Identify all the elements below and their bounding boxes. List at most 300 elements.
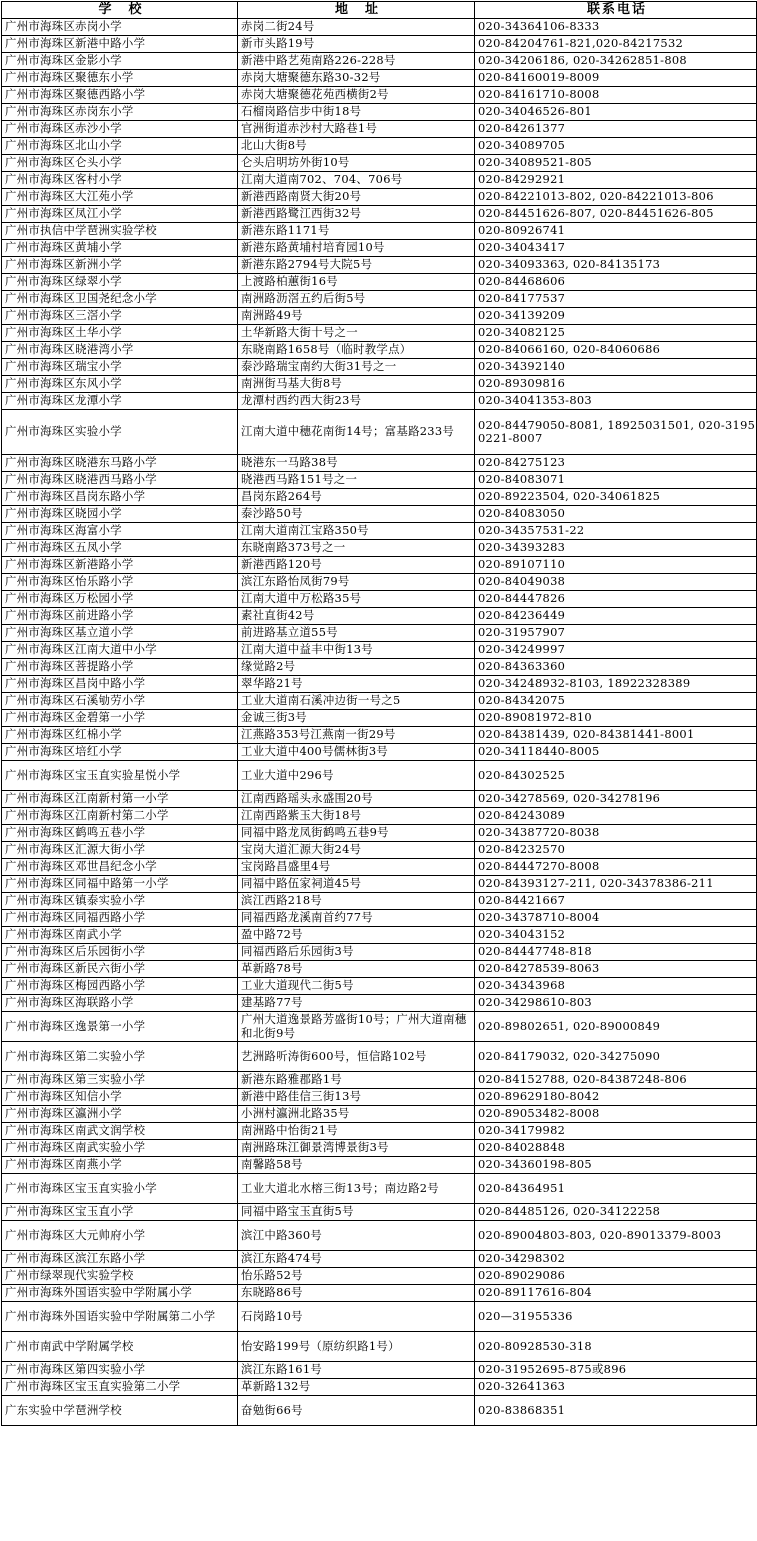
school-name-cell: 广州市海珠区北山小学	[2, 138, 238, 155]
table-row	[2, 859, 757, 876]
table-row	[2, 659, 757, 676]
table-row	[2, 104, 757, 121]
table-row	[2, 36, 757, 53]
address-cell: 新港西路鹭江西街32号	[238, 206, 475, 223]
address-cell: 工业大道北水榕三街13号；南边路2号	[238, 1174, 475, 1204]
address-cell: 怡安路199号（原纺织路1号）	[238, 1332, 475, 1362]
address-cell: 新港西路120号	[238, 557, 475, 574]
phone-cell: 020-84447748-818	[475, 944, 757, 961]
phone-cell: 020-84393127-211, 020-34378386-211	[475, 876, 757, 893]
table-row	[2, 1042, 757, 1072]
address-cell: 怡乐路52号	[238, 1268, 475, 1285]
school-name-cell: 广州市海珠区石溪劬劳小学	[2, 693, 238, 710]
address-cell: 同福中路伍家祠道45号	[238, 876, 475, 893]
phone-cell: 020-84381439, 020-84381441-8001	[475, 727, 757, 744]
address-cell: 南洲路49号	[238, 308, 475, 325]
table-row	[2, 893, 757, 910]
header-school: 学 校	[2, 2, 238, 19]
table-row	[2, 944, 757, 961]
phone-cell: 020-34179982	[475, 1123, 757, 1140]
address-cell: 同福西路龙溪南首约77号	[238, 910, 475, 927]
phone-cell: 020-89117616-804	[475, 1285, 757, 1302]
table-row	[2, 1174, 757, 1204]
table-row	[2, 1140, 757, 1157]
table-row	[2, 642, 757, 659]
school-name-cell: 广州市海珠区金碧第一小学	[2, 710, 238, 727]
address-cell: 北山大街8号	[238, 138, 475, 155]
school-name-cell: 广州市海珠区新民六街小学	[2, 961, 238, 978]
table-row	[2, 761, 757, 791]
phone-cell: 020-34043152	[475, 927, 757, 944]
address-cell: 滨江东路161号	[238, 1362, 475, 1379]
address-cell: 滨江东路474号	[238, 1251, 475, 1268]
school-name-cell: 广州市海珠区凤江小学	[2, 206, 238, 223]
phone-cell: 020-83868351	[475, 1396, 757, 1426]
table-row	[2, 842, 757, 859]
school-name-cell: 广州市海珠区海联路小学	[2, 995, 238, 1012]
school-name-cell: 广州市海珠区汇源大街小学	[2, 842, 238, 859]
table-row	[2, 1072, 757, 1089]
phone-cell: 020-84278539-8063	[475, 961, 757, 978]
school-name-cell: 广州市海珠区邓世昌纪念小学	[2, 859, 238, 876]
phone-cell: 020-84083071	[475, 472, 757, 489]
header-address: 地 址	[238, 2, 475, 19]
school-name-cell: 广州市海珠区前进路小学	[2, 608, 238, 625]
table-row	[2, 410, 757, 455]
address-cell: 翠华路21号	[238, 676, 475, 693]
address-cell: 新港东路雅郡路1号	[238, 1072, 475, 1089]
phone-cell: 020-80928530-318	[475, 1332, 757, 1362]
phone-cell: 020-34298610-803	[475, 995, 757, 1012]
phone-cell: 020-31952695-875或896	[475, 1362, 757, 1379]
address-cell: 工业大道中400号儒林街3号	[238, 744, 475, 761]
address-cell: 盈中路72号	[238, 927, 475, 944]
address-cell: 革新路78号	[238, 961, 475, 978]
table-row	[2, 274, 757, 291]
table-row	[2, 744, 757, 761]
address-cell: 泰沙路50号	[238, 506, 475, 523]
address-cell: 东晓路86号	[238, 1285, 475, 1302]
phone-cell: 020-34360198-805	[475, 1157, 757, 1174]
phone-cell: 020-34043417	[475, 240, 757, 257]
address-cell: 工业大道现代二街5号	[238, 978, 475, 995]
school-name-cell: 广州市海珠区南武小学	[2, 927, 238, 944]
table-row	[2, 608, 757, 625]
phone-cell: 020-34093363, 020-84135173	[475, 257, 757, 274]
address-cell: 新港东路2794号大院5号	[238, 257, 475, 274]
phone-cell: 020-34392140	[475, 359, 757, 376]
school-name-cell: 广州市海珠区南武实验小学	[2, 1140, 238, 1157]
address-cell: 土华新路大街十号之一	[238, 325, 475, 342]
school-name-cell: 广州市绿翠现代实验学校	[2, 1268, 238, 1285]
school-name-cell: 广州市海珠区赤沙小学	[2, 121, 238, 138]
school-directory-table	[1, 1, 757, 1426]
phone-cell: 020-34343968	[475, 978, 757, 995]
school-name-cell: 广州市海珠区赤岗东小学	[2, 104, 238, 121]
school-name-cell: 广州市海珠区滨江东路小学	[2, 1251, 238, 1268]
table-row	[2, 825, 757, 842]
phone-cell: 020-34089521-805	[475, 155, 757, 172]
address-cell: 东晓南路373号之一	[238, 540, 475, 557]
table-row	[2, 540, 757, 557]
phone-cell: 020-84447270-8008	[475, 859, 757, 876]
address-cell: 小洲村瀛洲北路35号	[238, 1106, 475, 1123]
school-name-cell: 广州市海珠区新洲小学	[2, 257, 238, 274]
phone-cell: 020-84363360	[475, 659, 757, 676]
phone-cell: 020-84236449	[475, 608, 757, 625]
phone-cell: 020-84177537	[475, 291, 757, 308]
phone-cell: 020-34118440-8005	[475, 744, 757, 761]
school-name-cell: 广州市海珠外国语实验中学附属第二小学	[2, 1302, 238, 1332]
school-name-cell: 广州市海珠区江南新村第二小学	[2, 808, 238, 825]
school-name-cell: 广州市海珠区黄埔小学	[2, 240, 238, 257]
table-row	[2, 1302, 757, 1332]
phone-cell: 020—31955336	[475, 1302, 757, 1332]
phone-cell: 020-84179032, 020-34275090	[475, 1042, 757, 1072]
address-cell: 龙潭村西约西大街23号	[238, 393, 475, 410]
school-name-cell: 广州市海珠区昌岗中路小学	[2, 676, 238, 693]
address-cell: 工业大道南石溪冲边街一号之5	[238, 693, 475, 710]
school-name-cell: 广州市海珠区晓港东马路小学	[2, 455, 238, 472]
table-row	[2, 978, 757, 995]
school-name-cell: 广州市海珠区聚德东小学	[2, 70, 238, 87]
table-row	[2, 727, 757, 744]
school-name-cell: 广州市海珠区第四实验小学	[2, 1362, 238, 1379]
phone-cell: 020-84161710-8008	[475, 87, 757, 104]
table-row	[2, 1106, 757, 1123]
phone-cell: 020-84160019-8009	[475, 70, 757, 87]
address-cell: 滨江中路360号	[238, 1221, 475, 1251]
address-cell: 金诚三街3号	[238, 710, 475, 727]
phone-cell: 020-84292921	[475, 172, 757, 189]
school-name-cell: 广州市海珠区卫国尧纪念小学	[2, 291, 238, 308]
school-name-cell: 广州市海珠区聚德西路小学	[2, 87, 238, 104]
phone-cell: 020-84066160, 020-84060686	[475, 342, 757, 359]
school-name-cell: 广州市海珠区同福中路第一小学	[2, 876, 238, 893]
table-row	[2, 138, 757, 155]
address-cell: 赤岗二街24号	[238, 19, 475, 36]
school-name-cell: 广州市海珠区万松园小学	[2, 591, 238, 608]
address-cell: 江南大道中万松路35号	[238, 591, 475, 608]
address-cell: 滨江东路怡凤街79号	[238, 574, 475, 591]
phone-cell: 020-84451626-807, 020-84451626-805	[475, 206, 757, 223]
school-name-cell: 广州市海珠区宝玉直实验第二小学	[2, 1379, 238, 1396]
address-cell: 江南西路瑶头永盛围20号	[238, 791, 475, 808]
address-cell: 同福中路宝玉直街5号	[238, 1204, 475, 1221]
table-row	[2, 19, 757, 36]
phone-cell: 020-84468606	[475, 274, 757, 291]
school-name-cell: 广州市海珠区实验小学	[2, 410, 238, 455]
phone-cell: 020-84152788, 020-84387248-806	[475, 1072, 757, 1089]
phone-cell: 020-34082125	[475, 325, 757, 342]
school-name-cell: 广州市海珠区南武文润学校	[2, 1123, 238, 1140]
school-name-cell: 广州市海珠区宝玉直实验星悦小学	[2, 761, 238, 791]
school-name-cell: 广州市海珠区客村小学	[2, 172, 238, 189]
table-row	[2, 455, 757, 472]
table-row	[2, 961, 757, 978]
table-row	[2, 1089, 757, 1106]
table-row	[2, 808, 757, 825]
phone-cell: 020-34041353-803	[475, 393, 757, 410]
school-name-cell: 广州市海珠外国语实验中学附属小学	[2, 1285, 238, 1302]
table-row	[2, 1362, 757, 1379]
table-row	[2, 506, 757, 523]
address-cell: 江南大道南江宝路350号	[238, 523, 475, 540]
address-cell: 江燕路353号江燕南一街29号	[238, 727, 475, 744]
school-name-cell: 广州市海珠区瑞宝小学	[2, 359, 238, 376]
school-name-cell: 广州市海珠区仑头小学	[2, 155, 238, 172]
school-name-cell: 广州市海珠区大江苑小学	[2, 189, 238, 206]
table-row	[2, 291, 757, 308]
table-row	[2, 591, 757, 608]
address-cell: 同福西路后乐园街3号	[238, 944, 475, 961]
phone-cell: 020-84275123	[475, 455, 757, 472]
address-cell: 新港东路黄埔村培育园10号	[238, 240, 475, 257]
phone-cell: 020-31957907	[475, 625, 757, 642]
school-name-cell: 广州市海珠区五凤小学	[2, 540, 238, 557]
table-row	[2, 308, 757, 325]
table-row	[2, 927, 757, 944]
address-cell: 石榴岗路信步中街18号	[238, 104, 475, 121]
phone-cell: 020-34089705	[475, 138, 757, 155]
school-name-cell: 广州市海珠区第二实验小学	[2, 1042, 238, 1072]
phone-cell: 020-89029086	[475, 1268, 757, 1285]
table-row	[2, 53, 757, 70]
address-cell: 南洲路珠江御景湾博景街3号	[238, 1140, 475, 1157]
school-name-cell: 广州市海珠区东风小学	[2, 376, 238, 393]
table-row	[2, 791, 757, 808]
table-row	[2, 1332, 757, 1362]
table-row	[2, 70, 757, 87]
school-name-cell: 广州市海珠区基立道小学	[2, 625, 238, 642]
address-cell: 赤岗大塘聚德东路30-32号	[238, 70, 475, 87]
table-row	[2, 910, 757, 927]
school-name-cell: 广州市海珠区镇泰实验小学	[2, 893, 238, 910]
address-cell: 滨江西路218号	[238, 893, 475, 910]
school-name-cell: 广州市海珠区梅园西路小学	[2, 978, 238, 995]
address-cell: 新港中路佳信三街13号	[238, 1089, 475, 1106]
school-name-cell: 广州市海珠区金影小学	[2, 53, 238, 70]
school-name-cell: 广州市海珠区晓园小学	[2, 506, 238, 523]
phone-cell: 020-34357531-22	[475, 523, 757, 540]
address-cell: 泰沙路瑞宝南约大街31号之一	[238, 359, 475, 376]
address-cell: 晓港西马路151号之一	[238, 472, 475, 489]
address-cell: 新港西路南贤大街20号	[238, 189, 475, 206]
table-row	[2, 393, 757, 410]
table-row	[2, 625, 757, 642]
school-name-cell: 广州市海珠区三滘小学	[2, 308, 238, 325]
school-name-cell: 广州市海珠区龙潭小学	[2, 393, 238, 410]
table-row	[2, 189, 757, 206]
school-name-cell: 广州市海珠区江南大道中小学	[2, 642, 238, 659]
phone-cell: 020-84261377	[475, 121, 757, 138]
table-row	[2, 206, 757, 223]
table-row	[2, 523, 757, 540]
address-cell: 缘觉路2号	[238, 659, 475, 676]
school-name-cell: 广州市海珠区红棉小学	[2, 727, 238, 744]
table-row	[2, 693, 757, 710]
address-cell: 新港东路1171号	[238, 223, 475, 240]
table-row	[2, 223, 757, 240]
phone-cell: 020-84302525	[475, 761, 757, 791]
school-name-cell: 广州市海珠区宝玉直实验小学	[2, 1174, 238, 1204]
table-row	[2, 995, 757, 1012]
address-cell: 广州大道逸景路芳盛街10号；广州大道南穗和北街9号	[238, 1012, 475, 1042]
school-name-cell: 广州市海珠区宝玉直小学	[2, 1204, 238, 1221]
school-name-cell: 广州市海珠区怡乐路小学	[2, 574, 238, 591]
header-phone: 联系电话	[475, 2, 757, 19]
phone-cell: 020-32641363	[475, 1379, 757, 1396]
phone-cell: 020-89802651, 020-89000849	[475, 1012, 757, 1042]
school-name-cell: 广州市海珠区新港中路小学	[2, 36, 238, 53]
table-row	[2, 325, 757, 342]
address-cell: 上渡路柏蕙街16号	[238, 274, 475, 291]
phone-cell: 020-89309816	[475, 376, 757, 393]
table-row	[2, 172, 757, 189]
phone-cell: 020-34139209	[475, 308, 757, 325]
school-name-cell: 广州市执信中学琶洲实验学校	[2, 223, 238, 240]
school-name-cell: 广州市南武中学附属学校	[2, 1332, 238, 1362]
school-name-cell: 广州市海珠区后乐园街小学	[2, 944, 238, 961]
address-cell: 同福中路龙凤街鹤鸣五巷9号	[238, 825, 475, 842]
phone-cell: 020-89629180-8042	[475, 1089, 757, 1106]
table-row	[2, 121, 757, 138]
phone-cell: 020-84221013-802, 020-84221013-806	[475, 189, 757, 206]
address-cell: 东晓南路1658号（临时教学点）	[238, 342, 475, 359]
phone-cell: 020-34206186, 020-34262851-808	[475, 53, 757, 70]
table-row	[2, 155, 757, 172]
table-row	[2, 472, 757, 489]
school-name-cell: 广州市海珠区知信小学	[2, 1089, 238, 1106]
address-cell: 新市头路19号	[238, 36, 475, 53]
phone-cell: 020-84421667	[475, 893, 757, 910]
phone-cell: 020-84485126, 020-34122258	[475, 1204, 757, 1221]
address-cell: 宝岗大道汇源大街24号	[238, 842, 475, 859]
address-cell: 宝岗路昌盛里4号	[238, 859, 475, 876]
phone-cell: 020-84447826	[475, 591, 757, 608]
school-name-cell: 广州市海珠区赤岗小学	[2, 19, 238, 36]
school-name-cell: 广州市海珠区晓港西马路小学	[2, 472, 238, 489]
school-name-cell: 广州市海珠区大元帅府小学	[2, 1221, 238, 1251]
address-cell: 新港中路艺苑南路226-228号	[238, 53, 475, 70]
school-name-cell: 广州市海珠区瀛洲小学	[2, 1106, 238, 1123]
table-row	[2, 1123, 757, 1140]
address-cell: 石岗路10号	[238, 1302, 475, 1332]
phone-cell: 020-84083050	[475, 506, 757, 523]
phone-cell: 020-34278569, 020-34278196	[475, 791, 757, 808]
school-name-cell: 广州市海珠区逸景第一小学	[2, 1012, 238, 1042]
phone-cell: 020-80926741	[475, 223, 757, 240]
phone-cell: 020-84204761-821,020-84217532	[475, 36, 757, 53]
phone-cell: 020-34046526-801	[475, 104, 757, 121]
address-cell: 建基路77号	[238, 995, 475, 1012]
table-row	[2, 1251, 757, 1268]
school-name-cell: 广州市海珠区海富小学	[2, 523, 238, 540]
school-name-cell: 广州市海珠区菩提路小学	[2, 659, 238, 676]
phone-cell: 020-34249997	[475, 642, 757, 659]
address-cell: 江南大道中益丰中街13号	[238, 642, 475, 659]
table-row	[2, 1379, 757, 1396]
school-name-cell: 广州市海珠区南燕小学	[2, 1157, 238, 1174]
phone-cell: 020-84243089	[475, 808, 757, 825]
table-row	[2, 1157, 757, 1174]
school-name-cell: 广州市海珠区第三实验小学	[2, 1072, 238, 1089]
school-name-cell: 广州市海珠区同福西路小学	[2, 910, 238, 927]
table-row	[2, 876, 757, 893]
phone-cell: 020-34364106-8333	[475, 19, 757, 36]
phone-cell: 020-84479050-8081, 18925031501, 020-31950221-8007	[475, 410, 757, 455]
table-row	[2, 240, 757, 257]
table-row	[2, 1204, 757, 1221]
address-cell: 赤岗大塘聚德花苑西横街2号	[238, 87, 475, 104]
address-cell: 南馨路58号	[238, 1157, 475, 1174]
table-row	[2, 1285, 757, 1302]
table-row	[2, 87, 757, 104]
phone-cell: 020-84232570	[475, 842, 757, 859]
header-row	[2, 2, 757, 19]
school-name-cell: 广州市海珠区土华小学	[2, 325, 238, 342]
phone-cell: 020-84028848	[475, 1140, 757, 1157]
phone-cell: 020-89107110	[475, 557, 757, 574]
address-cell: 仑头启明坊外街10号	[238, 155, 475, 172]
phone-cell: 020-84342075	[475, 693, 757, 710]
table-row	[2, 710, 757, 727]
phone-cell: 020-34248932-8103, 18922328389	[475, 676, 757, 693]
table-row	[2, 574, 757, 591]
table-row	[2, 376, 757, 393]
table-row	[2, 1268, 757, 1285]
school-name-cell: 广州市海珠区晓港湾小学	[2, 342, 238, 359]
school-name-cell: 广州市海珠区绿翠小学	[2, 274, 238, 291]
address-cell: 江南西路紫玉大街18号	[238, 808, 475, 825]
phone-cell: 020-84049038	[475, 574, 757, 591]
table-row	[2, 557, 757, 574]
address-cell: 江南大道南702、704、706号	[238, 172, 475, 189]
table-row	[2, 676, 757, 693]
phone-cell: 020-89223504, 020-34061825	[475, 489, 757, 506]
address-cell: 南洲路中怡街21号	[238, 1123, 475, 1140]
address-cell: 昌岗东路264号	[238, 489, 475, 506]
table-row	[2, 342, 757, 359]
table-row	[2, 1396, 757, 1426]
phone-cell: 020-89081972-810	[475, 710, 757, 727]
table-row	[2, 359, 757, 376]
address-cell: 前进路基立道55号	[238, 625, 475, 642]
phone-cell: 020-34378710-8004	[475, 910, 757, 927]
address-cell: 革新路132号	[238, 1379, 475, 1396]
table-row	[2, 1012, 757, 1042]
phone-cell: 020-89053482-8008	[475, 1106, 757, 1123]
school-name-cell: 广州市海珠区昌岗东路小学	[2, 489, 238, 506]
address-cell: 南洲街马基大街8号	[238, 376, 475, 393]
table-row	[2, 1221, 757, 1251]
address-cell: 艺洲路听涛街600号，恒信路102号	[238, 1042, 475, 1072]
address-cell: 南洲路沥滘五约后街5号	[238, 291, 475, 308]
table-row	[2, 489, 757, 506]
phone-cell: 020-89004803-803, 020-89013379-8003	[475, 1221, 757, 1251]
address-cell: 素社直街42号	[238, 608, 475, 625]
address-cell: 工业大道中296号	[238, 761, 475, 791]
phone-cell: 020-34387720-8038	[475, 825, 757, 842]
school-name-cell: 广州市海珠区鹤鸣五巷小学	[2, 825, 238, 842]
school-name-cell: 广州市海珠区新港路小学	[2, 557, 238, 574]
phone-cell: 020-84364951	[475, 1174, 757, 1204]
table-body	[2, 19, 757, 1426]
phone-cell: 020-34393283	[475, 540, 757, 557]
address-cell: 奋勉街66号	[238, 1396, 475, 1426]
address-cell: 江南大道中穗花南街14号；富基路233号	[238, 410, 475, 455]
table-row	[2, 257, 757, 274]
